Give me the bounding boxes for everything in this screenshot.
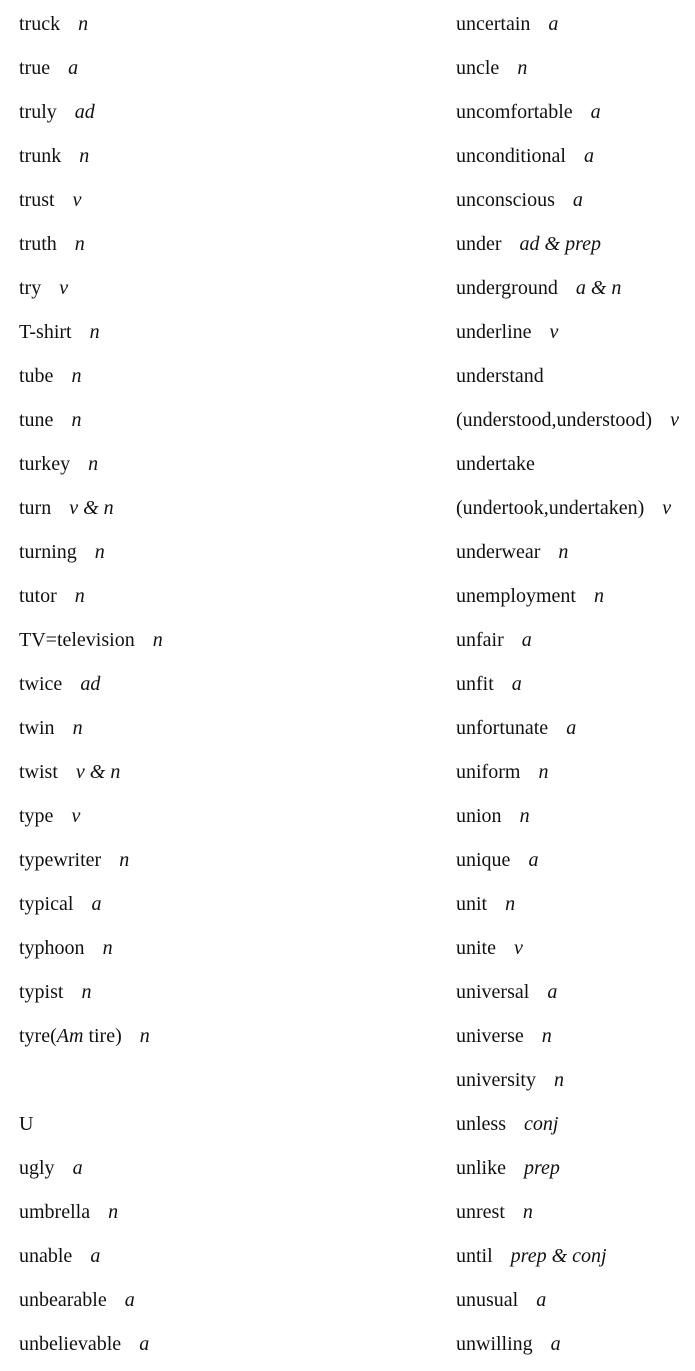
headword: unfortunate <box>456 717 549 739</box>
headword: uncertain <box>456 13 531 35</box>
headword: unless <box>456 1113 506 1135</box>
part-of-speech: v <box>662 497 672 519</box>
headword: ugly <box>19 1157 55 1179</box>
headword: under <box>456 233 502 255</box>
word-entry <box>19 268 359 312</box>
part-of-speech: n <box>554 1069 564 1091</box>
headword: underwear <box>456 541 541 563</box>
word-entry <box>19 840 359 884</box>
word-entry <box>456 1192 695 1236</box>
headword: trunk <box>19 145 62 167</box>
word-entry <box>456 1236 695 1280</box>
headword: unemployment <box>456 585 576 607</box>
word-entry <box>456 840 695 884</box>
word-entry <box>19 400 359 444</box>
word-entry <box>456 1016 695 1060</box>
part-of-speech: a <box>124 1289 135 1311</box>
headword: typewriter <box>19 849 102 871</box>
word-entry <box>19 884 359 928</box>
headword: tune <box>19 409 54 431</box>
headword: unit <box>456 893 488 915</box>
headword: (understood,understood) <box>456 409 653 431</box>
part-of-speech: prep & conj <box>510 1245 607 1267</box>
headword <box>19 1025 122 1047</box>
part-of-speech: n <box>74 233 85 255</box>
headword: union <box>456 805 502 827</box>
word-entry <box>456 488 695 532</box>
part-of-speech: a <box>566 717 577 739</box>
part-of-speech: ad & prep <box>519 233 602 255</box>
headword: universe <box>456 1025 524 1047</box>
word-entry <box>456 972 695 1016</box>
word-entry <box>456 92 695 136</box>
word-entry <box>19 1192 359 1236</box>
word-entry <box>456 752 695 796</box>
word-entry <box>19 752 359 796</box>
part-of-speech: n <box>139 1025 150 1047</box>
part-of-speech: n <box>522 1201 533 1223</box>
headword: universal <box>456 981 530 1003</box>
headword: unique <box>456 849 511 871</box>
word-entry <box>19 136 359 180</box>
headword: trust <box>19 189 55 211</box>
word-entry <box>456 4 695 48</box>
headword: (undertook,undertaken) <box>456 497 645 519</box>
part-of-speech: a <box>90 1245 101 1267</box>
right-column <box>456 4 695 1368</box>
part-of-speech: v & n <box>75 761 121 783</box>
left-column <box>19 4 359 1368</box>
part-of-speech: a <box>583 145 594 167</box>
part-of-speech: a & n <box>575 277 622 299</box>
part-of-speech: n <box>74 585 85 607</box>
word-entry <box>19 1236 359 1280</box>
word-entry <box>456 1104 695 1148</box>
headword: typist <box>19 981 64 1003</box>
part-of-speech: n <box>538 761 549 783</box>
word-entry <box>19 972 359 1016</box>
headword: tutor <box>19 585 57 607</box>
headword-part: tyre( <box>19 1025 57 1047</box>
headword: typical <box>19 893 74 915</box>
part-of-speech: n <box>72 717 83 739</box>
headword: undertake <box>456 453 535 475</box>
headword: try <box>19 277 42 299</box>
word-entry <box>456 268 695 312</box>
word-entry <box>456 224 695 268</box>
headword: type <box>19 805 54 827</box>
headword: tube <box>19 365 54 387</box>
word-entry <box>456 136 695 180</box>
headword: U <box>19 1113 34 1135</box>
word-entry <box>456 796 695 840</box>
headword: underline <box>456 321 532 343</box>
word-entry <box>19 4 359 48</box>
word-entry <box>19 444 359 488</box>
part-of-speech: n <box>517 57 528 79</box>
word-entry <box>456 664 695 708</box>
word-entry <box>456 1060 695 1104</box>
headword: understand <box>456 365 544 387</box>
word-entry <box>456 708 695 752</box>
part-of-speech: n <box>81 981 92 1003</box>
headword: unfair <box>456 629 504 651</box>
part-of-speech: a <box>521 629 532 651</box>
headword: unusual <box>456 1289 519 1311</box>
part-of-speech: n <box>94 541 105 563</box>
word-entry <box>19 92 359 136</box>
part-of-speech: a <box>139 1333 150 1355</box>
word-entry <box>19 224 359 268</box>
word-entry <box>19 576 359 620</box>
word-entry <box>456 1148 695 1192</box>
word-entry <box>19 1324 359 1368</box>
word-entry <box>19 488 359 532</box>
headword: unlike <box>456 1157 506 1179</box>
part-of-speech: v <box>670 409 679 431</box>
word-entry <box>19 664 359 708</box>
headword: twice <box>19 673 63 695</box>
word-entry <box>456 444 695 488</box>
headword: unite <box>456 937 496 959</box>
word-entry <box>19 796 359 840</box>
word-entry <box>456 356 695 400</box>
word-entry <box>456 400 695 444</box>
headword: turkey <box>19 453 71 475</box>
part-of-speech: n <box>78 13 89 35</box>
headword: unwilling <box>456 1333 533 1355</box>
part-of-speech: n <box>108 1201 119 1223</box>
part-of-speech: n <box>541 1025 552 1047</box>
headword: unbelievable <box>19 1333 122 1355</box>
part-of-speech: v <box>549 321 559 343</box>
part-of-speech: n <box>152 629 163 651</box>
word-entry <box>456 1280 695 1324</box>
headword: truly <box>19 101 57 123</box>
part-of-speech: n <box>102 937 113 959</box>
headword: typhoon <box>19 937 85 959</box>
word-entry <box>19 1060 359 1104</box>
part-of-speech: n <box>88 453 99 475</box>
headword-italic-part: Am <box>56 1025 84 1047</box>
word-entry <box>19 356 359 400</box>
headword: truth <box>19 233 57 255</box>
part-of-speech: a <box>72 1157 83 1179</box>
word-entry <box>456 928 695 972</box>
word-entry <box>19 180 359 224</box>
part-of-speech: n <box>71 409 82 431</box>
headword: uncle <box>456 57 500 79</box>
part-of-speech: conj <box>524 1113 559 1135</box>
part-of-speech: n <box>519 805 530 827</box>
part-of-speech: a <box>511 673 522 695</box>
word-entry <box>19 1148 359 1192</box>
headword: T-shirt <box>19 321 72 343</box>
word-entry <box>19 1016 359 1060</box>
word-entry <box>19 708 359 752</box>
headword: unrest <box>456 1201 505 1223</box>
part-of-speech: ad <box>80 673 101 695</box>
word-entry <box>456 576 695 620</box>
word-entry <box>19 620 359 664</box>
word-entry <box>19 1104 359 1148</box>
headword: true <box>19 57 51 79</box>
part-of-speech: n <box>505 893 516 915</box>
part-of-speech: n <box>71 365 82 387</box>
headword: unconscious <box>456 189 555 211</box>
headword: underground <box>456 277 558 299</box>
headword: truck <box>19 13 61 35</box>
word-entry <box>19 928 359 972</box>
part-of-speech: n <box>558 541 569 563</box>
part-of-speech: a <box>91 893 102 915</box>
part-of-speech: a <box>68 57 79 79</box>
part-of-speech: a <box>547 981 558 1003</box>
word-entry <box>19 532 359 576</box>
headword: uniform <box>456 761 521 783</box>
part-of-speech: a <box>536 1289 547 1311</box>
word-entry <box>456 312 695 356</box>
word-entry <box>456 1324 695 1368</box>
headword: TV=television <box>19 629 135 651</box>
part-of-speech: a <box>572 189 583 211</box>
word-entry <box>19 1280 359 1324</box>
headword: turn <box>19 497 52 519</box>
part-of-speech: ad <box>74 101 95 123</box>
word-entry <box>19 48 359 92</box>
part-of-speech: v & n <box>69 497 114 519</box>
headword: twist <box>19 761 58 783</box>
headword: unbearable <box>19 1289 107 1311</box>
headword: unable <box>19 1245 73 1267</box>
part-of-speech: n <box>89 321 100 343</box>
headword: university <box>456 1069 536 1091</box>
headword: until <box>456 1245 493 1267</box>
word-entry <box>456 532 695 576</box>
part-of-speech: prep <box>524 1157 560 1179</box>
word-entry <box>456 180 695 224</box>
part-of-speech: v <box>71 805 81 827</box>
part-of-speech: n <box>119 849 130 871</box>
headword: unfit <box>456 673 494 695</box>
word-entry <box>456 48 695 92</box>
part-of-speech: a <box>590 101 601 123</box>
part-of-speech: v <box>514 937 523 959</box>
part-of-speech: a <box>550 1333 561 1355</box>
word-entry <box>19 312 359 356</box>
headword: umbrella <box>19 1201 91 1223</box>
part-of-speech: a <box>548 13 559 35</box>
headword: unconditional <box>456 145 566 167</box>
headword: twin <box>19 717 55 739</box>
part-of-speech: a <box>528 849 539 871</box>
part-of-speech: n <box>79 145 90 167</box>
part-of-speech: v <box>72 189 82 211</box>
headword: uncomfortable <box>456 101 573 123</box>
headword-part: tire) <box>83 1025 122 1047</box>
part-of-speech: n <box>593 585 604 607</box>
word-entry <box>456 620 695 664</box>
part-of-speech: v <box>59 277 69 299</box>
headword: turning <box>19 541 77 563</box>
word-entry <box>456 884 695 928</box>
